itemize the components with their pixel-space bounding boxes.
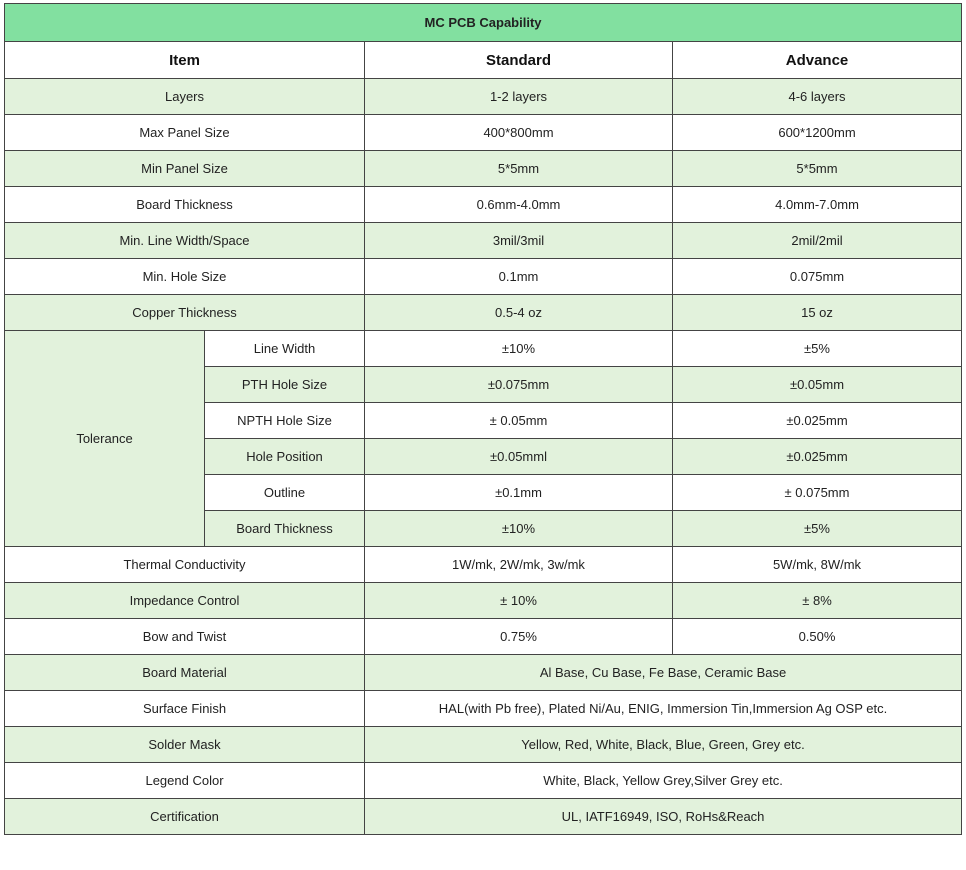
- row-advance: ± 8%: [673, 583, 962, 619]
- row-standard: 0.6mm-4.0mm: [365, 187, 673, 223]
- row-advance: ± 0.075mm: [673, 475, 962, 511]
- row-item: Legend Color: [5, 763, 365, 799]
- row-value: Al Base, Cu Base, Fe Base, Ceramic Base: [365, 655, 962, 691]
- table-row: [5, 727, 962, 763]
- row-item: Board Material: [5, 655, 365, 691]
- row-item: Copper Thickness: [5, 295, 365, 331]
- row-advance: ±0.05mm: [673, 367, 962, 403]
- table-row: [5, 583, 962, 619]
- row-item: Impedance Control: [5, 583, 365, 619]
- row-advance: ±0.025mm: [673, 439, 962, 475]
- row-advance: 4-6 layers: [673, 79, 962, 115]
- row-value: UL, IATF16949, ISO, RoHs&Reach: [365, 799, 962, 835]
- row-value: Yellow, Red, White, Black, Blue, Green, Grey etc.: [365, 727, 962, 763]
- row-advance: 4.0mm-7.0mm: [673, 187, 962, 223]
- table-row: [5, 151, 962, 187]
- row-item: Layers: [5, 79, 365, 115]
- row-standard: ±10%: [365, 331, 673, 367]
- row-item: Certification: [5, 799, 365, 835]
- row-standard: ±10%: [365, 511, 673, 547]
- table-row: [5, 79, 962, 115]
- row-standard: 0.1mm: [365, 259, 673, 295]
- row-item: Max Panel Size: [5, 115, 365, 151]
- row-item: Min. Hole Size: [5, 259, 365, 295]
- row-advance: 15 oz: [673, 295, 962, 331]
- table-row: [5, 799, 962, 835]
- title-row: [5, 4, 962, 42]
- row-standard: ± 10%: [365, 583, 673, 619]
- row-subitem: PTH Hole Size: [205, 367, 365, 403]
- table-row: [5, 619, 962, 655]
- row-item: Min Panel Size: [5, 151, 365, 187]
- table-title: MC PCB Capability: [5, 4, 962, 42]
- row-advance: 0.50%: [673, 619, 962, 655]
- row-item: Board Thickness: [5, 187, 365, 223]
- row-value: HAL(with Pb free), Plated Ni/Au, ENIG, Immersion Tin,Immersion Ag OSP etc.: [365, 691, 962, 727]
- table-row: [5, 115, 962, 151]
- row-advance: 5*5mm: [673, 151, 962, 187]
- row-item: Bow and Twist: [5, 619, 365, 655]
- table-row: [5, 655, 962, 691]
- row-advance: 5W/mk, 8W/mk: [673, 547, 962, 583]
- row-standard: ± 0.05mm: [365, 403, 673, 439]
- row-standard: 5*5mm: [365, 151, 673, 187]
- row-standard: 1-2 layers: [365, 79, 673, 115]
- header-row: [5, 42, 962, 79]
- header-standard: Standard: [365, 42, 673, 79]
- row-standard: ±0.075mm: [365, 367, 673, 403]
- row-advance: 2mil/2mil: [673, 223, 962, 259]
- header-advance: Advance: [673, 42, 962, 79]
- row-item: Surface Finish: [5, 691, 365, 727]
- row-advance: ±5%: [673, 511, 962, 547]
- row-item: Thermal Conductivity: [5, 547, 365, 583]
- table-row: [5, 295, 962, 331]
- table-row: [5, 187, 962, 223]
- row-subitem: Outline: [205, 475, 365, 511]
- table-row: [5, 691, 962, 727]
- header-item: Item: [5, 42, 365, 79]
- table-row: [5, 331, 962, 367]
- row-standard: 3mil/3mil: [365, 223, 673, 259]
- row-standard: 0.5-4 oz: [365, 295, 673, 331]
- table-row: [5, 763, 962, 799]
- row-standard: 400*800mm: [365, 115, 673, 151]
- table-row: [5, 547, 962, 583]
- row-subitem: NPTH Hole Size: [205, 403, 365, 439]
- row-advance: ±5%: [673, 331, 962, 367]
- row-standard: ±0.05mml: [365, 439, 673, 475]
- row-value: White, Black, Yellow Grey,Silver Grey etc.: [365, 763, 962, 799]
- table-row: [5, 223, 962, 259]
- row-advance: ±0.025mm: [673, 403, 962, 439]
- row-standard: ±0.1mm: [365, 475, 673, 511]
- row-item: Min. Line Width/Space: [5, 223, 365, 259]
- row-subitem: Hole Position: [205, 439, 365, 475]
- row-advance: 600*1200mm: [673, 115, 962, 151]
- table-row: [5, 259, 962, 295]
- tolerance-label: Tolerance: [5, 331, 205, 547]
- row-standard: 0.75%: [365, 619, 673, 655]
- row-subitem: Board Thickness: [205, 511, 365, 547]
- row-subitem: Line Width: [205, 331, 365, 367]
- capability-table: [4, 3, 962, 835]
- row-advance: 0.075mm: [673, 259, 962, 295]
- row-item: Solder Mask: [5, 727, 365, 763]
- row-standard: 1W/mk, 2W/mk, 3w/mk: [365, 547, 673, 583]
